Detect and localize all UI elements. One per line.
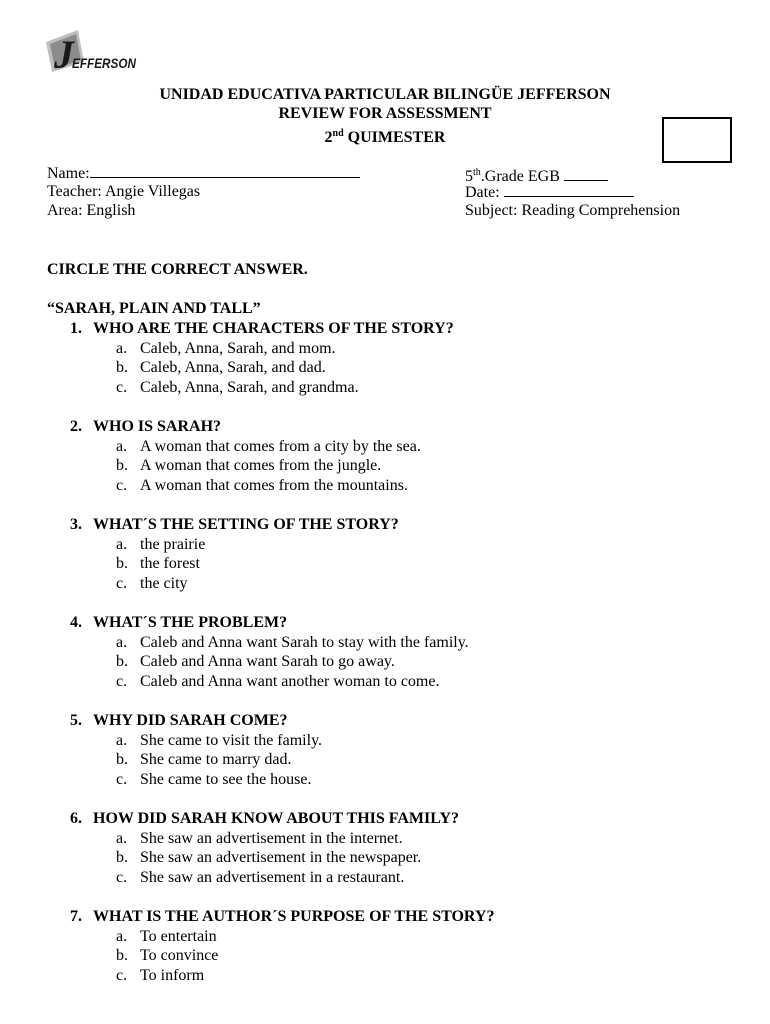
question-7 [0,907,770,985]
option-text: Caleb and Anna want another woman to come. [140,672,440,690]
option-letter: a. [116,633,128,651]
instruction: CIRCLE THE CORRECT ANSWER. [47,261,308,278]
answer-option[interactable] [0,927,770,947]
option-letter: b. [116,947,128,964]
school-logo [44,28,140,76]
grade-blank[interactable] [564,166,608,181]
answer-option[interactable] [0,731,770,751]
option-letter: a. [116,829,128,847]
option-letter: c. [116,966,128,984]
question-heading [0,907,770,927]
question-1 [0,319,770,397]
date-blank[interactable] [504,182,634,197]
question-text: WHAT´S THE PROBLEM? [93,614,288,631]
grade-label: .Grade EGB [480,168,560,185]
quimester-title [0,124,770,147]
answer-option[interactable] [0,966,770,986]
school-name: UNIDAD EDUCATIVA PARTICULAR BILINGÜE JEFFERSON [159,86,611,103]
teacher-line: Teacher: Angie Villegas [47,183,201,200]
answer-option[interactable] [0,554,770,574]
option-text: A woman that comes from the mountains. [140,476,408,494]
option-text: To entertain [140,927,217,945]
option-text: She saw an advertisement in the internet. [140,829,403,847]
question-number: 7. [70,908,82,925]
option-text: She came to visit the family. [140,731,323,749]
option-letter: c. [116,476,128,494]
option-letter: b. [116,457,128,474]
question-number: 3. [70,516,82,533]
jefferson-logo-icon [44,28,140,76]
question-number: 2. [70,418,82,435]
answer-option[interactable] [0,946,770,966]
question-number: 5. [70,712,82,729]
answer-option[interactable] [0,358,770,378]
answer-option[interactable] [0,868,770,888]
option-letter: b. [116,555,128,572]
answer-option[interactable] [0,770,770,790]
option-text: Caleb, Anna, Sarah, and grandma. [140,378,359,396]
answer-option[interactable] [0,574,770,594]
question-heading [0,417,770,437]
option-text: Caleb and Anna want Sarah to stay with the family. [140,633,469,651]
question-text: WHO ARE THE CHARACTERS OF THE STORY? [93,320,454,337]
answer-option[interactable] [0,378,770,398]
option-text: the forest [140,555,200,572]
question-3 [0,515,770,593]
question-number: 1. [70,320,82,337]
option-text: Caleb, Anna, Sarah, and dad. [140,359,326,376]
question-text: HOW DID SARAH KNOW ABOUT THIS FAMILY? [93,810,460,827]
question-list [0,319,770,1005]
answer-option[interactable] [0,672,770,692]
question-number: 6. [70,810,82,827]
review-title: REVIEW FOR ASSESSMENT [278,105,492,122]
option-text: Caleb, Anna, Sarah, and mom. [140,339,336,357]
question-5 [0,711,770,789]
option-letter: c. [116,574,128,592]
answer-option[interactable] [0,456,770,476]
answer-option[interactable] [0,535,770,555]
answer-option[interactable] [0,848,770,868]
option-letter: a. [116,437,128,455]
option-letter: c. [116,378,128,396]
question-heading [0,319,770,339]
grade-ordinal: th [473,167,481,178]
logo-wordmark: EFFERSON [72,55,137,71]
story-title: “SARAH, PLAIN AND TALL” [47,300,261,317]
question-text: WHAT´S THE SETTING OF THE STORY? [93,516,399,533]
answer-option[interactable] [0,750,770,770]
option-text: the prairie [140,535,206,553]
date-field [465,182,634,202]
answer-option[interactable] [0,829,770,849]
option-letter: a. [116,927,128,945]
option-text: A woman that comes from the jungle. [140,457,382,474]
question-text: WHY DID SARAH COME? [93,712,288,729]
option-letter: a. [116,339,128,357]
option-text: She saw an advertisement in the newspaper. [140,849,422,866]
answer-option[interactable] [0,339,770,359]
grade-number: 5 [465,168,473,185]
question-4 [0,613,770,691]
logo-letter: J [54,32,74,77]
answer-option[interactable] [0,437,770,457]
answer-option[interactable] [0,652,770,672]
option-letter: a. [116,535,128,553]
quimester-label: QUIMESTER [343,129,446,146]
answer-option[interactable] [0,476,770,496]
answer-option[interactable] [0,633,770,653]
option-text: the city [140,574,188,592]
question-heading [0,613,770,633]
subject-line: Subject: Reading Comprehension [465,202,681,219]
name-label: Name: [47,165,90,182]
score-box [662,117,732,163]
quimester-ordinal: nd [332,128,344,139]
option-text: A woman that comes from a city by the sea. [140,437,421,455]
area-line: Area: English [47,202,136,219]
option-letter: c. [116,770,128,788]
option-text: Caleb and Anna want Sarah to go away. [140,653,395,670]
option-letter: c. [116,672,128,690]
option-letter: b. [116,849,128,866]
question-heading [0,809,770,829]
option-letter: a. [116,731,128,749]
question-heading [0,515,770,535]
question-heading [0,711,770,731]
option-letter: b. [116,653,128,670]
question-2 [0,417,770,495]
option-text: To inform [140,966,205,984]
option-text: She saw an advertisement in a restaurant. [140,868,405,886]
option-letter: b. [116,359,128,376]
question-text: WHO IS SARAH? [93,418,222,435]
question-6 [0,809,770,887]
option-letter: c. [116,868,128,886]
option-text: To convince [140,947,219,964]
question-text: WHAT IS THE AUTHOR´S PURPOSE OF THE STORY? [93,908,495,925]
option-text: She came to see the house. [140,770,312,788]
date-label: Date: [465,184,500,201]
name-blank[interactable] [90,163,360,178]
option-text: She came to marry dad. [140,751,292,768]
quimester-number: 2 [324,129,333,146]
question-number: 4. [70,614,82,631]
option-letter: b. [116,751,128,768]
name-field [47,163,360,183]
